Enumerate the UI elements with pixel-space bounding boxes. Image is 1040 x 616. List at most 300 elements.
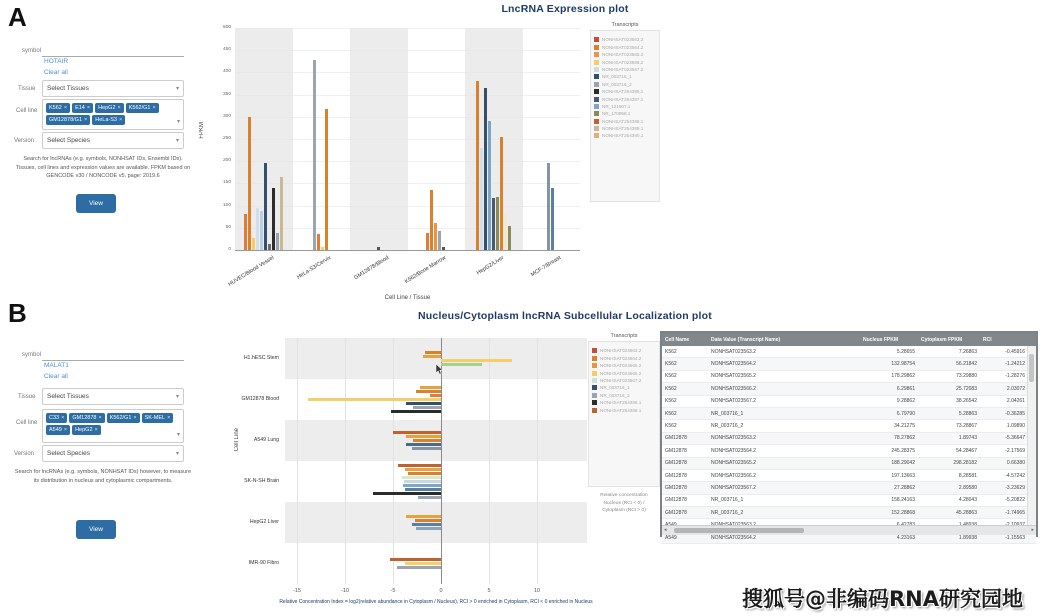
chip-remove-icon[interactable]: × — [117, 105, 121, 111]
legend-item[interactable] — [594, 45, 656, 50]
table-cell: K562 — [665, 348, 677, 355]
chevron-down-icon: ▾ — [175, 86, 179, 92]
chip-remove-icon[interactable]: × — [84, 117, 88, 123]
version-select-value: Select Species — [47, 137, 90, 144]
cell-line-label: Cell line — [16, 108, 38, 114]
legend-label: NONHSAT254388.1 — [600, 407, 642, 413]
clear-all-link[interactable]: Clear all — [44, 373, 68, 380]
bar — [406, 515, 441, 518]
tissue-label: Tissue — [18, 86, 36, 92]
table-cell: 4.23163 — [896, 534, 915, 541]
legend-label: NONHSAT254386.1 — [602, 89, 644, 95]
bar — [441, 363, 482, 366]
table-row[interactable] — [662, 396, 1036, 408]
legend-swatch — [594, 52, 599, 57]
legend-label: NR_003716_1 — [602, 74, 632, 80]
table-cell: -3.23629 — [1005, 484, 1025, 491]
table-row[interactable] — [662, 470, 1036, 482]
table-row[interactable] — [662, 507, 1036, 519]
chip-remove-icon[interactable]: × — [61, 415, 65, 421]
legend-item[interactable] — [594, 89, 656, 94]
bar — [397, 566, 441, 569]
table-cell: NONHSAT023564.2 — [711, 361, 756, 368]
bar — [488, 121, 491, 250]
x-tick-label: 10 — [533, 588, 541, 594]
legend-item[interactable] — [592, 393, 656, 398]
bar — [276, 233, 279, 250]
legend-swatch — [592, 385, 597, 390]
table-row[interactable] — [662, 445, 1036, 457]
cell-line-chip[interactable]: GM12878 × — [69, 413, 104, 423]
symbol-input[interactable] — [42, 360, 184, 361]
table-cell: 34.21275 — [894, 423, 915, 430]
symbol-label: symbol — [22, 352, 42, 358]
bar — [402, 476, 441, 479]
y-axis-title: Cell Line — [234, 428, 240, 452]
y-tick-label: 400 — [222, 69, 231, 75]
bar — [280, 177, 283, 250]
legend-label: NONHSAT023565.2 — [602, 52, 644, 58]
scrollbar-thumb[interactable] — [1029, 354, 1034, 382]
table-cell: 2.89580 — [958, 484, 977, 491]
legend-label: NR_121567.1 — [602, 103, 631, 109]
chip-remove-icon[interactable]: × — [63, 105, 68, 111]
y-category-label: SK-N-SH Brain — [244, 477, 279, 484]
legend-item[interactable] — [592, 400, 656, 405]
tissue-label: Tissue — [18, 394, 36, 400]
y-category-label: H1.hESC Stem — [243, 354, 279, 361]
legend-swatch — [594, 74, 599, 79]
transcripts-legend — [590, 30, 660, 202]
bar — [406, 443, 441, 446]
legend-note-line: Nucleus (RCI < 0) / — [603, 500, 645, 506]
table-cell: 9.28862 — [896, 398, 915, 405]
x-category-label: HepG2/Liver — [475, 255, 505, 277]
bar — [425, 351, 441, 354]
view-button[interactable]: View — [76, 194, 116, 213]
table-cell: K562 — [665, 385, 677, 392]
chevron-down-icon: ▾ — [175, 451, 179, 457]
panel-b-title: Nucleus/Cytoplasm lncRNA Subcellular Localization plot — [418, 310, 712, 322]
localization-bar-chart — [241, 338, 593, 605]
table-cell: 132.98754 — [891, 361, 915, 368]
table-cell: -1.15563 — [1005, 534, 1025, 541]
bar — [442, 247, 445, 250]
table-row[interactable] — [662, 420, 1036, 432]
horizontal-scrollbar[interactable] — [662, 525, 1036, 535]
legend-label: NR_003716_1 — [600, 385, 630, 391]
y-tick-label: 450 — [222, 47, 231, 53]
table-cell: GM12878 — [665, 435, 687, 442]
version-select-value: Select Species — [47, 450, 90, 457]
bar — [496, 197, 499, 250]
legend-item[interactable] — [592, 356, 656, 361]
bar — [408, 472, 441, 475]
table-cell: NONHSAT023566.2 — [711, 385, 756, 392]
table-cell: -5.36647 — [1005, 435, 1025, 442]
cell-line-chip[interactable]: HeLa-S3 × — [92, 115, 125, 125]
y-tick-label: 200 — [222, 158, 231, 164]
table-cell: 56.21842 — [956, 361, 977, 368]
table-cell: K562 — [665, 361, 677, 368]
cell-line-chip[interactable]: SK-MEL × — [142, 413, 174, 423]
table-cell: 152.28868 — [891, 509, 915, 516]
table-cell: -0.45916 — [1005, 348, 1025, 355]
x-tick-label: -5 — [390, 588, 396, 594]
bar — [252, 238, 255, 250]
table-header-cell[interactable]: Cell Name — [665, 336, 690, 343]
scroll-left-icon[interactable]: ◂ — [664, 527, 667, 533]
legend-item[interactable] — [594, 60, 656, 65]
chip-remove-icon[interactable]: × — [63, 427, 68, 433]
bar — [313, 60, 316, 250]
tissue-select[interactable] — [42, 80, 184, 97]
table-row[interactable] — [662, 408, 1036, 420]
legend-label: NONHSAT023563.2 — [602, 37, 644, 43]
table-header-cell[interactable]: Data Value (Transcript Name) — [711, 336, 781, 343]
legend-swatch — [592, 356, 597, 361]
bar — [406, 435, 441, 438]
chip-remove-icon[interactable]: × — [118, 117, 123, 123]
table-cell: NR_003716_2 — [711, 509, 744, 516]
gene-link[interactable]: MALAT1 — [44, 362, 69, 369]
table-cell: GM12878 — [665, 472, 687, 479]
table-cell: NONHSAT023565.2 — [711, 460, 756, 467]
table-header-cell[interactable]: RCI — [983, 336, 992, 343]
legend-item[interactable] — [594, 82, 656, 87]
chevron-down-icon: ▾ — [175, 394, 179, 400]
cell-line-chip[interactable]: C33 × — [46, 413, 67, 423]
cell-line-chip[interactable]: K562 × — [46, 103, 70, 113]
legend-swatch — [592, 371, 597, 376]
table-cell: 5.28655 — [896, 348, 915, 355]
legend-item[interactable] — [592, 371, 656, 376]
gridline — [235, 50, 580, 51]
table-row[interactable] — [662, 482, 1036, 494]
table-cell: 298.28182 — [953, 460, 977, 467]
legend-swatch — [594, 104, 599, 109]
bar — [430, 190, 433, 250]
legend-item[interactable] — [594, 37, 656, 42]
panel-a-title: LncRNA Expression plot — [501, 3, 629, 15]
gridline — [393, 338, 394, 584]
chip-remove-icon[interactable]: × — [94, 427, 98, 433]
legend-swatch — [594, 89, 599, 94]
legend-swatch — [594, 111, 599, 116]
y-category-label: A549 Lung — [253, 436, 279, 443]
y-tick-label: 250 — [222, 136, 231, 141]
gridline — [235, 206, 580, 207]
table-cell: GM12878 — [665, 509, 687, 516]
bar — [308, 398, 441, 401]
x-tick-label: 0 — [439, 588, 443, 594]
gridline — [345, 338, 346, 584]
table-cell: K562 — [665, 398, 677, 405]
bar — [492, 198, 495, 250]
legend-swatch — [594, 45, 599, 50]
table-cell: NONHSAT023567.2 — [711, 484, 756, 491]
table-cell: 2.04261 — [1006, 398, 1025, 405]
table-cell: 78.27862 — [894, 435, 915, 442]
bar — [416, 527, 441, 530]
table-cell: 73.29880 — [956, 373, 977, 380]
legend-item[interactable] — [592, 363, 656, 368]
table-cell: NR_003716_1 — [711, 410, 744, 417]
scrollbar-thumb[interactable] — [674, 528, 804, 533]
legend-label: NR_003716_2 — [600, 392, 630, 398]
legend-label: NONHSAT254389.1 — [602, 126, 644, 132]
table-cell: NONHSAT023563.2 — [711, 348, 756, 355]
y-tick-label: 100 — [222, 202, 231, 208]
table-cell: 25.72083 — [956, 385, 977, 392]
version-select[interactable] — [42, 132, 184, 149]
gridline — [235, 28, 580, 29]
bar — [480, 148, 483, 250]
x-axis-caption: Relative Concentration Index = log2(relative abundance in Cytoplasm / Nucleus), RCI > 0 enriched in Cytoplasm, RCI < 0 enriched in Nucleus — [279, 599, 593, 605]
table-cell: -1.74965 — [1005, 509, 1025, 516]
y-tick-label: 500 — [222, 25, 231, 30]
legend-item[interactable] — [592, 385, 656, 390]
table-cell: 1.89743 — [958, 435, 977, 442]
legend-label: NONHSAT023564.2 — [602, 44, 644, 50]
panel-a-label: A — [8, 2, 27, 32]
cell-line-chip[interactable]: HepG2 × — [72, 425, 101, 435]
bar — [405, 562, 441, 565]
table-cell: -0.36285 — [1005, 410, 1025, 417]
bar — [404, 480, 441, 483]
legend-swatch — [594, 133, 599, 138]
table-cell: 0.66380 — [1006, 460, 1025, 467]
table-header-row — [662, 333, 1036, 346]
legend-label: NR_170958.1 — [602, 111, 631, 117]
legend-swatch — [592, 378, 597, 383]
gridline — [235, 183, 580, 184]
bar — [325, 109, 328, 250]
tissue-select[interactable] — [42, 388, 184, 405]
table-row[interactable] — [662, 358, 1036, 370]
legend-item[interactable] — [594, 111, 656, 116]
bar — [500, 137, 503, 250]
y-tick-label: 300 — [222, 113, 231, 119]
table-row[interactable] — [662, 346, 1036, 358]
bar — [405, 488, 441, 491]
expression-bar-chart — [222, 25, 580, 288]
bar — [418, 496, 441, 499]
legend-note-line: Relative concentration — [600, 493, 648, 498]
table-cell: 27.28862 — [894, 484, 915, 491]
cell-line-chip[interactable]: A549 × — [46, 425, 70, 435]
legend-swatch — [592, 348, 597, 353]
legend-swatch — [592, 400, 597, 405]
legend-label: NR_003716_2 — [602, 81, 632, 87]
cell-line-chip[interactable]: K562/G1 × — [126, 103, 159, 113]
bar — [504, 215, 507, 250]
table-cell: NR_003716_2 — [711, 423, 744, 430]
table-cell: 2.03072 — [1006, 385, 1025, 392]
bar — [244, 214, 247, 250]
x-tick-label: -15 — [293, 588, 301, 594]
table-cell: GM12878 — [665, 497, 687, 504]
legend-label: NONHSAT023567.2 — [602, 66, 644, 72]
table-cell: 6.29861 — [896, 385, 915, 392]
legend-note — [580, 492, 668, 515]
legend-item[interactable] — [594, 119, 656, 124]
legend-label: NONHSAT254387.1 — [602, 96, 644, 102]
legend-swatch — [592, 408, 597, 413]
legend-item[interactable] — [594, 133, 656, 138]
cell-line-chip[interactable]: E14 × — [72, 103, 93, 113]
symbol-input[interactable] — [42, 56, 184, 57]
gridline — [235, 161, 580, 162]
table-row[interactable] — [662, 458, 1036, 470]
x-tick-label: 5 — [487, 588, 491, 594]
legend-item[interactable] — [594, 52, 656, 57]
bar — [406, 402, 441, 405]
bar — [420, 386, 441, 389]
gridline — [537, 338, 538, 584]
chip-remove-icon[interactable]: × — [86, 105, 91, 111]
scroll-right-icon[interactable]: ▸ — [1031, 527, 1034, 533]
table-cell: -1.28276 — [1005, 373, 1025, 380]
legend-swatch — [594, 82, 599, 87]
table-row[interactable] — [662, 495, 1036, 507]
version-label: Version — [14, 451, 35, 457]
table-row[interactable] — [662, 371, 1036, 383]
table-cell: 178.29862 — [891, 373, 915, 380]
bar — [317, 234, 320, 250]
legend-swatch — [594, 67, 599, 72]
legend-item[interactable] — [592, 408, 656, 413]
chevron-down-icon: ▾ — [176, 432, 180, 438]
table-cell: 188.29042 — [891, 460, 915, 467]
bar — [415, 519, 441, 522]
legend-label: NONHSAT254386.1 — [600, 400, 642, 406]
bar — [373, 492, 441, 495]
version-select[interactable] — [42, 445, 184, 462]
bar — [551, 188, 554, 250]
bar — [256, 208, 259, 250]
x-category-label: HUVEC/Blood Vessel — [227, 255, 275, 288]
legend-item[interactable] — [594, 104, 656, 109]
legend-title: Transcripts — [610, 333, 638, 339]
chip-remove-icon[interactable]: × — [98, 415, 102, 421]
table-cell: 158.24163 — [891, 497, 915, 504]
table-cell: 54.28467 — [956, 447, 977, 454]
legend-note-line: Cytoplasm (RCI > 0) — [602, 508, 646, 514]
watermark: 搜狐号@非编码RNA研究园地 — [742, 587, 1023, 611]
y-category-label: GM12878 Blood — [241, 395, 279, 402]
bar — [391, 410, 441, 413]
y-tick-label: 50 — [225, 224, 231, 230]
legend-item[interactable] — [594, 97, 656, 102]
table-cell: GM12878 — [665, 484, 687, 491]
legend-swatch — [592, 393, 597, 398]
table-cell: NONHSAT023564.2 — [711, 447, 756, 454]
bar — [426, 233, 429, 250]
cell-line-chip[interactable]: GM12878/G1 × — [46, 115, 90, 125]
table-header-cell[interactable]: Nucleus FPKM — [863, 336, 899, 343]
chip-remove-icon[interactable]: × — [152, 105, 156, 111]
table-cell: 245.28375 — [891, 447, 915, 454]
legend-item[interactable] — [594, 74, 656, 79]
table-cell: 38.26542 — [956, 398, 977, 405]
table-cell: 45.28863 — [956, 509, 977, 516]
chip-remove-icon[interactable]: × — [133, 415, 137, 421]
bar — [393, 431, 441, 434]
table-body — [662, 346, 1036, 544]
table-cell: GM12878 — [665, 447, 687, 454]
table-cell: -2.17569 — [1005, 447, 1025, 454]
chip-remove-icon[interactable]: × — [167, 415, 171, 421]
mouse-cursor-icon — [435, 362, 443, 380]
bar — [412, 523, 441, 526]
legend-label: NONHSAT023563.2 — [600, 348, 642, 354]
gridline — [489, 338, 490, 584]
table-cell: NONHSAT023565.2 — [711, 373, 756, 380]
vertical-scrollbar[interactable] — [1027, 346, 1036, 526]
table-cell: K562 — [665, 373, 677, 380]
legend-swatch — [594, 60, 599, 65]
bar — [321, 247, 324, 250]
gridline — [235, 117, 580, 118]
table-cell: -1.24212 — [1005, 361, 1025, 368]
gene-link[interactable]: HOTAIR — [44, 58, 69, 65]
cell-line-chip[interactable]: HepG2 × — [95, 103, 124, 113]
gridline — [235, 139, 580, 140]
x-axis-line — [235, 250, 580, 251]
table-row[interactable] — [662, 433, 1036, 445]
legend-item[interactable] — [592, 378, 656, 383]
y-category-label: HepG2 Liver — [249, 518, 279, 525]
bar — [413, 406, 441, 409]
table-row[interactable] — [662, 383, 1036, 395]
bar — [390, 558, 441, 561]
legend-item[interactable] — [592, 348, 656, 353]
table-cell: NONHSAT023564.2 — [711, 534, 756, 541]
table-cell: 7.26863 — [958, 348, 977, 355]
tissue-select-value: Select Tissues — [47, 393, 89, 400]
legend-label: NONHSAT254390.1 — [602, 133, 644, 139]
table-cell: -4.57242 — [1005, 472, 1025, 479]
localization-data-table — [660, 331, 1038, 541]
table-cell: 1.09890 — [1006, 423, 1025, 430]
bar — [441, 359, 512, 362]
legend-item[interactable] — [594, 126, 656, 131]
cell-line-multiselect[interactable] — [42, 409, 184, 443]
table-cell: NONHSAT023566.2 — [711, 472, 756, 479]
cell-line-multiselect[interactable] — [42, 99, 184, 130]
table-cell: -5.20822 — [1005, 497, 1025, 504]
legend-swatch — [594, 119, 599, 124]
table-cell: 8.28581 — [958, 472, 977, 479]
bar — [403, 484, 441, 487]
version-label: Version — [14, 138, 35, 144]
cell-line-chip[interactable]: K562/G1 × — [107, 413, 140, 423]
legend-swatch — [594, 97, 599, 102]
table-header-cell[interactable]: Cytoplasm FPKM — [921, 336, 963, 343]
clear-all-link[interactable]: Clear all — [44, 69, 68, 76]
bar — [260, 211, 263, 250]
x-category-label: MCF-7/Breast — [530, 255, 563, 279]
legend-item[interactable] — [594, 67, 656, 72]
x-category-label: K562/Bone Marrow — [404, 255, 448, 286]
bar — [438, 231, 441, 250]
form-note: Search for lncRNAs (e.g. symbols, NONHSAT IDs) however, to measure its distribution in nucleus and cytoplasmic compartments. — [14, 469, 192, 484]
table-cell: K562 — [665, 410, 677, 417]
x-axis-title: Cell Line / Tissue — [384, 295, 431, 301]
chevron-down-icon: ▾ — [176, 119, 180, 125]
view-button[interactable]: View — [76, 520, 116, 539]
